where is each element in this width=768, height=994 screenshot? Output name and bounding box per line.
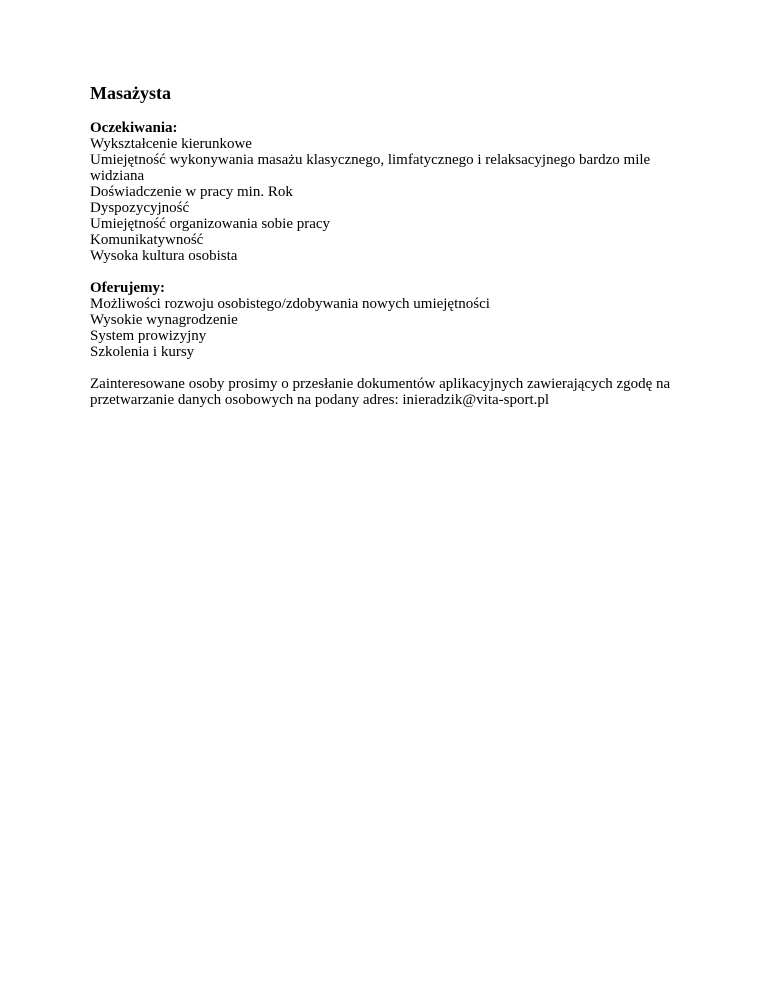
offer-item: Możliwości rozwoju osobistego/zdobywania nowych umiejętności bbox=[90, 296, 490, 312]
expectation-item: Wysoka kultura osobista bbox=[90, 248, 238, 264]
offer-item: Szkolenia i kursy bbox=[90, 344, 195, 360]
closing-paragraph: Zainteresowane osoby prosimy o przesłanie dokumentów aplikacyjnych zawierających zgodę na przetwarzanie danych osobowych na podany adres: inieradzik@vita-sport.pl bbox=[90, 376, 671, 408]
expectations-section bbox=[90, 120, 690, 264]
offer-item: System prowizyjny bbox=[90, 328, 207, 344]
expectations-heading: Oczekiwania: bbox=[90, 120, 178, 136]
offer-section bbox=[90, 280, 690, 360]
expectation-item: Umiejętność organizowania sobie pracy bbox=[90, 216, 331, 232]
offer-list bbox=[90, 296, 690, 360]
expectation-item: Wykształcenie kierunkowe bbox=[90, 136, 252, 152]
expectation-item: Dyspozycyjność bbox=[90, 200, 190, 216]
offer-heading: Oferujemy: bbox=[90, 280, 165, 296]
expectation-item: Doświadczenie w pracy min. Rok bbox=[90, 184, 293, 200]
document-page bbox=[90, 82, 690, 408]
expectation-item: Umiejętność wykonywania masażu klasycznego, limfatycznego i relaksacyjnego bardzo mile widziana bbox=[90, 152, 651, 184]
expectations-list bbox=[90, 136, 690, 264]
document-title: Masażysta bbox=[90, 83, 171, 103]
expectation-item: Komunikatywność bbox=[90, 232, 204, 248]
offer-item: Wysokie wynagrodzenie bbox=[90, 312, 238, 328]
